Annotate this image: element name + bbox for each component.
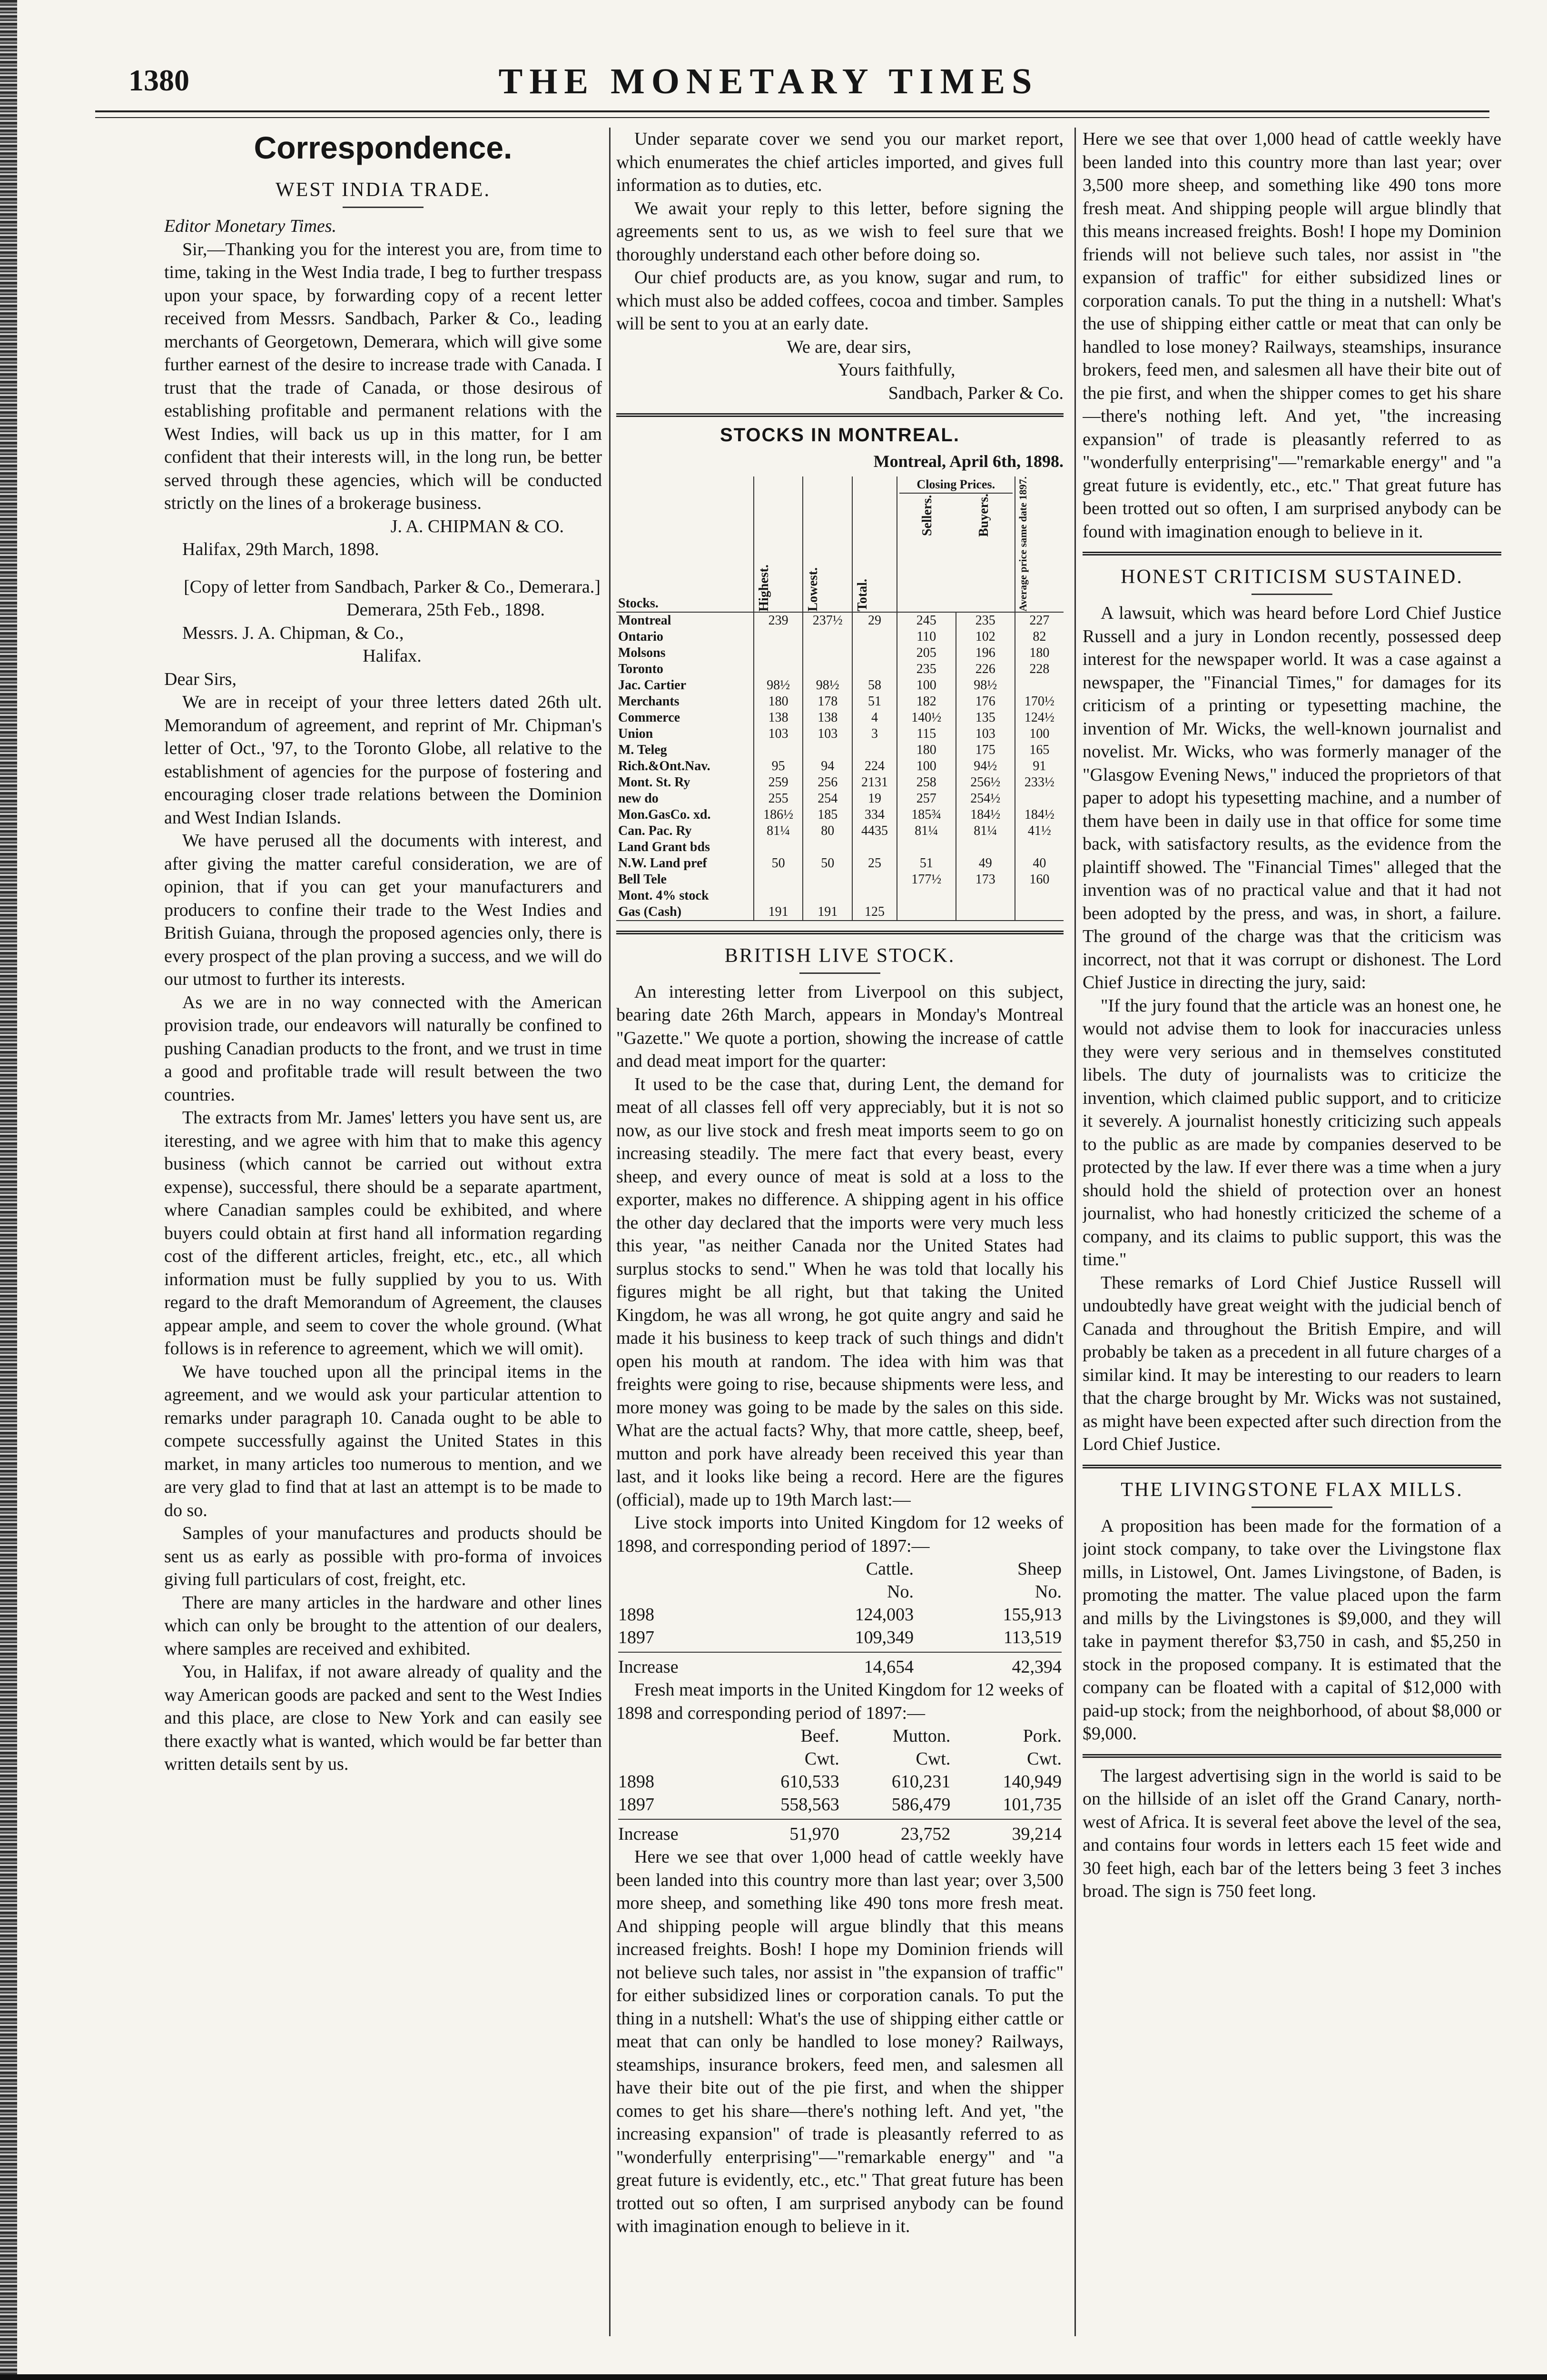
stock-cell-highest: [754, 888, 803, 904]
livestock-continuation: [1083, 128, 1501, 543]
stock-cell-avg: [1015, 677, 1064, 694]
stock-row: [616, 791, 1064, 807]
stock-cell-buyers: 135: [956, 710, 1015, 726]
stock-cell-lowest: 237½: [803, 612, 852, 629]
stock-cell-avg: [1015, 888, 1064, 904]
stock-cell-avg: 82: [1015, 629, 1064, 645]
bottom-edge: [0, 2374, 1547, 2380]
header-cell: Mutton.: [892, 1726, 951, 1746]
col-header-total: Total.: [852, 476, 897, 612]
stock-cell-buyers: 235: [956, 612, 1015, 629]
masthead: THE MONETARY TIMES: [498, 61, 1039, 101]
stock-cell-total: 2131: [852, 774, 897, 791]
article-title-criticism: HONEST CRITICISM SUSTAINED.: [1121, 566, 1463, 588]
paragraph: It used to be the case that, during Lent, the demand for meat of all classes fell off very appreciably, but it is not so now, as our live stock and fresh meat imports seem to go on increasing steadily. The mere fact that every beast, every sheep, and every ounce of meat is sold at a loss to the exporter, makes no difference. A shipping agent in his office the other day declared that the imports were very much less this year, "as neither Canada nor the United States had surplus stocks to send." When he was told that locally his figures might be all right, but that taking the United Kingdom, he was all wrong, he got quite angry and said he made it his business to keep track of such things and didn't open his mouth at random. The idea with him was that freights were going to rise, because shipments were less, and more money was going to be made by the sales on this side. What are the actual facts? Why, that more cattle, sheep, beef, mutton and pork have already been received this year than last, and it looks like being a record. Here are the figures (official), made up to 19th March last:—: [616, 1074, 1064, 1510]
stock-cell-buyers: 184½: [956, 807, 1015, 823]
column-rule-1: [609, 128, 611, 2336]
live-stock-table: [616, 1557, 1064, 1678]
stocks-title: STOCKS IN MONTREAL.: [720, 425, 960, 446]
stock-cell-total: 19: [852, 791, 897, 807]
stock-row: [616, 742, 1064, 758]
stock-cell-avg: 91: [1015, 758, 1064, 774]
stock-cell-buyers: [956, 839, 1015, 855]
stock-cell-sellers: [897, 839, 956, 855]
stock-cell-buyers: 176: [956, 694, 1015, 710]
stock-cell-total: 58: [852, 677, 897, 694]
stock-cell-buyers: 98½: [956, 677, 1015, 694]
stock-cell-buyers: 173: [956, 872, 1015, 888]
column-3: [1083, 128, 1501, 2336]
stock-cell-buyers: [956, 904, 1015, 921]
stock-cell-name: N.W. Land pref: [618, 855, 707, 871]
stock-cell-highest: 138: [754, 710, 803, 726]
header-cell: Beef.: [800, 1726, 839, 1746]
stock-cell-highest: 98½: [754, 677, 803, 694]
table-row: 1897 109,349 113,519: [618, 1627, 1062, 1648]
title-rule: [799, 972, 880, 974]
stock-cell-total: [852, 742, 897, 758]
article-title-west-india: WEST INDIA TRADE.: [276, 179, 491, 201]
stock-cell-lowest: 103: [803, 726, 852, 742]
stock-cell-buyers: 81¼: [956, 823, 1015, 839]
stock-cell-lowest: 191: [803, 904, 852, 921]
article-title-flax: THE LIVINGSTONE FLAX MILLS.: [1121, 1478, 1463, 1501]
stock-cell-highest: 180: [754, 694, 803, 710]
stock-cell-sellers: 205: [897, 645, 956, 661]
stock-cell-avg: 124½: [1015, 710, 1064, 726]
stock-row: [616, 629, 1064, 645]
stock-cell-total: 334: [852, 807, 897, 823]
title-rule: [1251, 594, 1332, 595]
stock-cell-avg: 40: [1015, 855, 1064, 872]
letter-close: We are, dear sirs,: [787, 337, 911, 357]
section-rule: [1083, 552, 1501, 555]
stock-cell-highest: [754, 645, 803, 661]
paragraph: Our chief products are, as you know, sugar and rum, to which must also be added coffees, cocoa and timber. Samples will be sent to you at an early date.: [616, 268, 1064, 334]
stock-row: [616, 694, 1064, 710]
quote-paragraph: "If the jury found that the article was an honest one, he would not advise them to look for inaccuracies unless they were very serious and in themselves constituted libels. The duty of journalists was to criticize the invention, which claimed public support, and to criticize it severely. A journalist honestly criticizing such appeals to the public as are made by companies deserved to be protected by the law. If ever there was a time when a jury should hold the shield of protection over an honest journalist, who had honestly criticized the scheme of a company, and its claims to public support, this was the time.": [1083, 995, 1501, 1269]
section-rule: [1083, 1465, 1501, 1468]
stock-cell-avg: 100: [1015, 726, 1064, 742]
stock-cell-total: [852, 888, 897, 904]
stock-cell-buyers: 256½: [956, 774, 1015, 791]
stock-cell-highest: 259: [754, 774, 803, 791]
stock-cell-total: 51: [852, 694, 897, 710]
stock-cell-total: [852, 872, 897, 888]
stock-cell-highest: 186½: [754, 807, 803, 823]
column-2: [616, 128, 1064, 2336]
stock-cell-name: Rich.&Ont.Nav.: [618, 758, 710, 774]
section-title: Correspondence.: [254, 130, 512, 165]
stock-cell-name: Mont. 4% stock: [618, 888, 709, 903]
stock-cell-name: Land Grant bds: [618, 839, 710, 854]
col-header-sellers: Sellers.: [920, 495, 935, 536]
column-rule-2: [1074, 128, 1076, 2336]
stock-cell-total: 224: [852, 758, 897, 774]
paragraph: We have touched upon all the principal items in the agreement, and we would ask your particular attention to remarks under paragraph 10. Canada ought to be able to compete successfully against the United States in this market, in many articles too numerous to mention, and we are very glad to find that at last an attempt is to be made to do so.: [164, 1361, 602, 1520]
stock-row: [616, 758, 1064, 774]
header-rule: [95, 110, 1489, 112]
stock-cell-lowest: 50: [803, 855, 852, 872]
stock-cell-name: Ontario: [618, 629, 663, 644]
stock-cell-sellers: 258: [897, 774, 956, 791]
header-cell: No.: [887, 1582, 914, 1602]
table-row: Increase 51,970 23,752 39,214: [618, 1824, 1062, 1844]
stock-row: [616, 645, 1064, 661]
stock-cell-sellers: 257: [897, 791, 956, 807]
paragraph: An interesting letter from Liverpool on this subject, bearing date 26th March, appears in Monday's Montreal "Gazette." We quote a portion, showing the increase of cattle and dead meat import for the quarter:: [616, 982, 1064, 1071]
stocks-table: [616, 476, 1064, 921]
stock-cell-buyers: 254½: [956, 791, 1015, 807]
stock-cell-avg: 227: [1015, 612, 1064, 629]
stock-row: [616, 774, 1064, 791]
header-cell: Sheep: [1017, 1559, 1062, 1579]
stock-cell-total: 25: [852, 855, 897, 872]
stock-row: [616, 661, 1064, 677]
stock-cell-lowest: 98½: [803, 677, 852, 694]
stock-cell-avg: 165: [1015, 742, 1064, 758]
table-row: Increase 14,654 42,394: [618, 1657, 1062, 1677]
stock-row: [616, 677, 1064, 694]
stock-cell-total: [852, 645, 897, 661]
stock-cell-highest: 81¼: [754, 823, 803, 839]
table-row: 1897 558,563 586,479 101,735: [618, 1795, 1062, 1815]
stock-row: [616, 612, 1064, 629]
stock-cell-lowest: 178: [803, 694, 852, 710]
paragraph-continuation: Here we see that over 1,000 head of cattle weekly have been landed into this country more than last year; over 3,500 more sheep, and something like 490 tons more fresh meat. And shipping people will argue blindly that this means increased freights. Bosh! I hope my Dominion friends will not believe such tales, nor assist in "the expansion of traffic" for either subsidized lines or corporation canals. To put the thing in a nutshell: What's the use of shipping either cattle or meat that can only be handled to lose money? Railways, steamships, insurance brokers, feed men, and salesmen all have their bite out of the pie first, and when the shipper comes to get his share—there's nothing left. And yet, "the increasing expansion" of trade is pleasantly referred to as "wonderfully enterprising"—"remarkable energy" and "a great future is evidently, etc., etc." That great future has been trotted out so often, I am surprised anybody can be found with imagination enough to believe in it.: [1083, 129, 1501, 542]
stock-cell-name: Union: [618, 726, 653, 741]
stock-cell-avg: 170½: [1015, 694, 1064, 710]
page-header: [62, 57, 1475, 109]
stock-cell-sellers: 180: [897, 742, 956, 758]
stocks-date: Montreal, April 6th, 1898.: [873, 451, 1064, 471]
stock-cell-sellers: 100: [897, 758, 956, 774]
stock-cell-sellers: 182: [897, 694, 956, 710]
stock-row: [616, 855, 1064, 872]
header-rule-thin: [95, 117, 1489, 118]
paragraph: Samples of your manufactures and products should be sent us as early as possible with pro-forma of invoices giving full particulars of cost, freight, etc.: [164, 1523, 602, 1589]
stock-cell-avg: 233½: [1015, 774, 1064, 791]
paragraph: These remarks of Lord Chief Justice Russell will undoubtedly have great weight with the judicial bench of Canada and throughout the British Empire, and will probably be taken as a precedent in all future charges of a similar kind. It may be interesting to our readers to learn that the charge brought by Mr. Wicks was not sustained, as might have been expected after such direction from the Lord Chief Justice.: [1083, 1272, 1501, 1454]
column-1: [164, 128, 602, 2336]
stock-row: [616, 839, 1064, 855]
stock-cell-buyers: 175: [956, 742, 1015, 758]
letter-recipient: Editor Monetary Times.: [164, 216, 337, 236]
fresh-meat-table: Beef. Mutton. Pork. Cwt. Cwt. Cwt. 1898 610,533 610,231 140,949 1897 558,563 586,479 101,735 Increase 51,970 23,752 39,214: [616, 1725, 1064, 1845]
stock-row: [616, 823, 1064, 839]
stock-cell-name: Commerce: [618, 710, 680, 725]
stock-cell-lowest: [803, 839, 852, 855]
letter-close: Sandbach, Parker & Co.: [888, 383, 1064, 403]
section-rule: [1083, 1754, 1501, 1758]
stock-cell-highest: 50: [754, 855, 803, 872]
stock-cell-lowest: 80: [803, 823, 852, 839]
signature: J. A. CHIPMAN & CO.: [390, 516, 564, 536]
stock-cell-total: [852, 839, 897, 855]
paragraph: The largest advertising sign in the world is said to be on the hillside of an islet off the Grand Canary, north-west of Africa. It is several feet above the level of the sea, and contains four words in letters each 15 feet wide and 30 feet high, each bar of the letters being 3 feet 3 inches broad. The sign is 750 feet long.: [1083, 1765, 1501, 1901]
stock-cell-lowest: 256: [803, 774, 852, 791]
stock-cell-total: 3: [852, 726, 897, 742]
header-cell: Cattle.: [866, 1559, 914, 1579]
header-cell: No.: [1035, 1582, 1062, 1602]
stock-cell-total: [852, 661, 897, 677]
stock-cell-name: Merchants: [618, 694, 680, 709]
scan-edge: [0, 0, 17, 2380]
stock-cell-name: Can. Pac. Ry: [618, 823, 692, 838]
stock-row: [616, 904, 1064, 921]
stock-cell-avg: 160: [1015, 872, 1064, 888]
stock-cell-name: Mon.GasCo. xd.: [618, 807, 711, 822]
stock-cell-avg: [1015, 791, 1064, 807]
header-cell: Pork.: [1023, 1726, 1062, 1746]
letter-date: Demerara, 25th Feb., 1898.: [346, 600, 545, 620]
table-row: 1898 124,003 155,913: [618, 1605, 1062, 1625]
col-header-average: Average price same date 1897.: [1015, 476, 1064, 612]
stock-row: [616, 888, 1064, 904]
stock-cell-highest: 239: [754, 612, 803, 629]
stock-cell-buyers: 196: [956, 645, 1015, 661]
article-title-livestock: BRITISH LIVE STOCK.: [724, 944, 956, 967]
place-date: Halifax, 29th March, 1898.: [182, 539, 379, 559]
stock-cell-avg: 180: [1015, 645, 1064, 661]
stock-cell-avg: 184½: [1015, 807, 1064, 823]
stock-cell-total: 29: [852, 612, 897, 629]
stock-row: [616, 807, 1064, 823]
stock-cell-avg: 41½: [1015, 823, 1064, 839]
stock-cell-highest: 191: [754, 904, 803, 921]
salutation: Dear Sirs,: [164, 669, 236, 689]
stock-cell-sellers: 81¼: [897, 823, 956, 839]
copy-note: [Copy of letter from Sandbach, Parker & Co., Demerara.]: [184, 576, 601, 597]
address-line: Halifax.: [363, 646, 422, 666]
stock-cell-buyers: 49: [956, 855, 1015, 872]
section-rule: [616, 413, 1064, 417]
stock-cell-highest: [754, 872, 803, 888]
stock-cell-sellers: 235: [897, 661, 956, 677]
stock-cell-sellers: 245: [897, 612, 956, 629]
stock-cell-sellers: 100: [897, 677, 956, 694]
section-rule: [616, 931, 1064, 934]
paragraph: Under separate cover we send you our market report, which enumerates the chief articles imported, and gives full information as to duties, etc.: [616, 129, 1064, 195]
title-rule: [343, 207, 424, 208]
stock-cell-total: 4435: [852, 823, 897, 839]
stock-row: [616, 726, 1064, 742]
stock-cell-total: 125: [852, 904, 897, 921]
stock-cell-highest: [754, 839, 803, 855]
stock-cell-name: Mont. St. Ry: [618, 774, 690, 790]
stock-cell-buyers: 94½: [956, 758, 1015, 774]
stock-cell-sellers: 140½: [897, 710, 956, 726]
stock-cell-highest: 103: [754, 726, 803, 742]
stock-cell-sellers: 115: [897, 726, 956, 742]
stock-cell-name: Molsons: [618, 645, 666, 660]
stock-cell-sellers: 185¾: [897, 807, 956, 823]
stock-cell-buyers: 226: [956, 661, 1015, 677]
stock-cell-name: Bell Tele: [618, 872, 667, 887]
col-header-lowest: Lowest.: [803, 476, 852, 612]
stock-cell-total: 4: [852, 710, 897, 726]
stock-cell-highest: [754, 661, 803, 677]
page-number: 1380: [128, 63, 189, 97]
table-row: 1898 610,533 610,231 140,949: [618, 1772, 1062, 1792]
stock-cell-avg: [1015, 839, 1064, 855]
paragraph: A lawsuit, which was heard before Lord Chief Justice Russell and a jury in London recently, possessed deep interest for the newspaper world. It was a case against a newspaper, the "Financial Times," for damages for its criticism of a printing or typesetting machine, the invention of Mr. Wicks, the well-known journalist and novelist. Mr. Wicks, who was formerly manager of the "Glasgow Evening News," induced the proprietors of that paper to adopt his typesetting machine, and a number of them have been in daily use in that office for some time back, with satisfactory results, as the evidence from the plaintiff showed. The "Financial Times" alleged that the invention was of no practical value and that it had not been adopted by the press, and was, in short, a failure. The ground of the charge was that the criticism was incorrect, not that it was corrupt or dishonest. The Lord Chief Justice in directing the jury, said:: [1083, 603, 1501, 992]
paragraph: We await your reply to this letter, before signing the agreements sent to us, as we wish to feel sure that we thoroughly understand each other before doing so.: [616, 198, 1064, 265]
paragraph: There are many articles in the hardware and other lines which can only be brought to the attention of our dealers, where samples are received and exhibited.: [164, 1592, 602, 1659]
title-rule: [1251, 1507, 1332, 1508]
stock-cell-highest: 95: [754, 758, 803, 774]
stock-cell-lowest: [803, 742, 852, 758]
stock-cell-sellers: 110: [897, 629, 956, 645]
stock-cell-avg: [1015, 904, 1064, 921]
paragraph: Fresh meat imports in the United Kingdom for 12 weeks of 1898 and corresponding period of 1897:—: [616, 1680, 1064, 1723]
stock-cell-name: Gas (Cash): [616, 904, 754, 921]
stock-cell-lowest: [803, 661, 852, 677]
stock-cell-lowest: [803, 645, 852, 661]
paragraph: The extracts from Mr. James' letters you have sent us, are iteresting, and we agree with him that to make this agency business (which cannot be carried out without extra expense), successful, there should be a separate apartment, where Canadian samples could be exhibited, and where buyers could obtain at first hand all information regarding cost of the different articles, freight, etc., etc., all which information must be fully supplied by you to us. With regard to the draft Memorandum of Agreement, the clauses appear ample, and seem to cover the whole ground. (What follows is in reference to agreement, which we will omit).: [164, 1108, 602, 1359]
stock-cell-sellers: [897, 888, 956, 904]
paragraph: You, in Halifax, if not aware already of quality and the way American goods are packed and sent to the West Indies and this place, are close to New York and can easily see there exactly what is wanted, which would be far better than written details sent by us.: [164, 1662, 602, 1774]
stock-cell-highest: 255: [754, 791, 803, 807]
stock-cell-highest: [754, 742, 803, 758]
stock-cell-lowest: 185: [803, 807, 852, 823]
stock-cell-buyers: 103: [956, 726, 1015, 742]
col-header-closing: Closing Prices. Sellers. Buyers.: [897, 476, 1015, 612]
stock-cell-highest: [754, 629, 803, 645]
stock-cell-lowest: [803, 629, 852, 645]
stock-cell-lowest: [803, 888, 852, 904]
address-line: Messrs. J. A. Chipman, & Co.,: [182, 623, 404, 643]
stock-cell-buyers: 102: [956, 629, 1015, 645]
stock-cell-sellers: [897, 904, 956, 921]
stock-cell-sellers: 177½: [897, 872, 956, 888]
stock-cell-lowest: 94: [803, 758, 852, 774]
stock-cell-name: M. Teleg: [618, 742, 667, 757]
paragraph: A proposition has been made for the formation of a joint stock company, to take over the Livingstone flax mills, in Listowel, Ont. James Livingstone, of Baden, is promoting the matter. The value placed upon the farm and mills by the Livingstones is $9,000, and they will take in payment therefor $3,750 in cash, and $5,250 in stock in the proposed company. It is estimated that the company can be floated with a capital of $12,000 with paid-up stock; from the neighborhood, of about $8,000 or $9,000.: [1083, 1516, 1501, 1744]
col-header-stocks: Stocks.: [616, 476, 754, 612]
stock-cell-name: Toronto: [618, 661, 663, 676]
col-header-buyers: Buyers.: [976, 494, 992, 537]
paragraph: Here we see that over 1,000 head of cattle weekly have been landed into this country more than last year; over 3,500 more sheep, and something like 490 tons more fresh meat. And shipping people will argue blindly that this means increased freights. Bosh! I hope my Dominion friends will not believe such tales, nor assist in "the expansion of traffic" for either subsidized lines or corporation canals. To put the thing in a nutshell: What's the use of shipping either cattle or meat that can only be handled to lose money? Railways, steamships, insurance brokers, feed men, and salesmen all have their bite out of the pie first, and when the shipper comes to get his share—there's nothing left. And yet, "the increasing expansion" of trade is pleasantly referred to as "wonderfully enterprising"—"remarkable energy" and "a great future is evidently, etc., etc." That great future has been trotted out so often, I am surprised anybody can be found with imagination enough to believe in it.: [616, 1847, 1064, 2237]
stock-cell-sellers: 51: [897, 855, 956, 872]
stock-cell-lowest: [803, 872, 852, 888]
col-header-highest: Highest.: [754, 476, 803, 612]
stock-cell-name: Jac. Cartier: [618, 677, 687, 693]
stock-cell-avg: 228: [1015, 661, 1064, 677]
paragraph: Live stock imports into United Kingdom for 12 weeks of 1898, and corresponding period of 1897:—: [616, 1513, 1064, 1556]
stock-row: [616, 872, 1064, 888]
stock-row: [616, 710, 1064, 726]
paragraph: We are in receipt of your three letters dated 26th ult. Memorandum of agreement, and reprint of Mr. Chipman's letter of Oct., '97, to the Toronto Globe, all relative to the establishment of agencies for the purpose of fostering and encouraging closer trade relations between the Dominion and West Indian Islands.: [164, 692, 602, 828]
stock-cell-lowest: 138: [803, 710, 852, 726]
stock-cell-total: [852, 629, 897, 645]
letter-close: Yours faithfully,: [838, 360, 956, 380]
stock-cell-name: Montreal: [618, 613, 671, 628]
paragraph: Sir,—Thanking you for the interest you are, from time to time, taking in the West India trade, I beg to further trespass upon your space, by forwarding copy of a recent letter received from Messrs. Sandbach, Parker & Co., leading merchants of Georgetown, Demerara, which will give some further earnest of the desire to increase trade with Canada. I trust that the trade of Canada, or those desirous of establishing profitable and permanent relations with the West Indies, will back us up in this matter, for I am confident that their interests will, in the long run, be better served through these agencies, which will be conducted strictly on the lines of a brokerage business.: [164, 239, 602, 513]
stock-cell-name: new do: [618, 791, 659, 806]
stock-cell-lowest: 254: [803, 791, 852, 807]
paragraph: As we are in no way connected with the American provision trade, our endeavors will naturally be confined to pushing Canadian products to the front, and we trust in time a good and profitable trade will result between the two countries.: [164, 992, 602, 1105]
stock-cell-buyers: [956, 888, 1015, 904]
paragraph: We have perused all the documents with interest, and after giving the matter careful consideration, we are of opinion, that if you can get your manufacturers and producers to confine their trade to the West Indies and British Guiana, through the proposed agencies only, there is every prospect of the plan proving a success, and we will do our utmost to further its interests.: [164, 831, 602, 989]
